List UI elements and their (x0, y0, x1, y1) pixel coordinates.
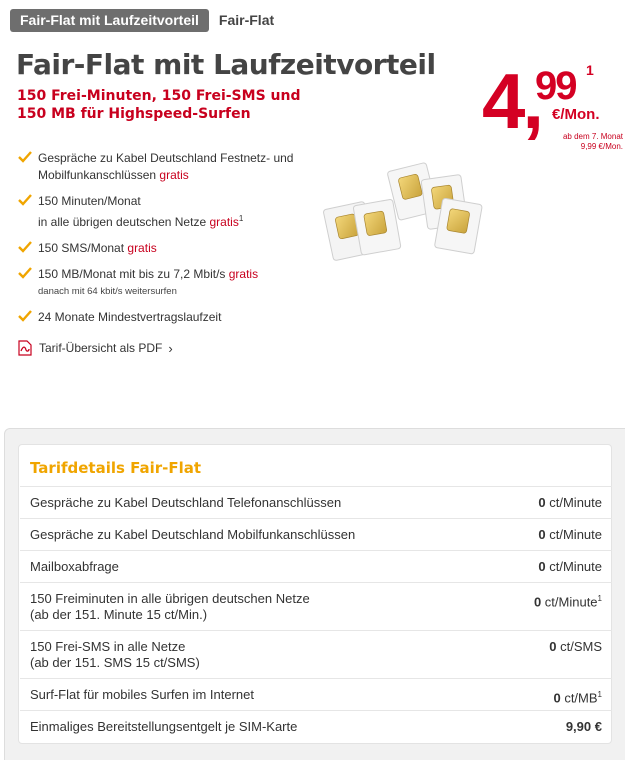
table-row (20, 630, 612, 678)
price-badge (480, 57, 625, 160)
feature-list (18, 150, 318, 335)
table-row (20, 710, 612, 742)
table-row (20, 518, 612, 550)
chevron-right-icon: › (168, 340, 173, 356)
row-value: 0 ct/Minute (538, 527, 602, 542)
pdf-link-label: Tarif-Übersicht als PDF (39, 341, 163, 355)
tab-fair-flat-laufzeitvorteil[interactable]: Fair-Flat mit Laufzeitvorteil (10, 9, 209, 32)
row-label: 150 Frei-SMS in alle Netze (ab der 151. SMS 15 ct/SMS) (30, 639, 200, 670)
tariff-pdf-link[interactable] (17, 340, 173, 356)
gratis-label: gratis (159, 168, 189, 182)
checkmark-icon (18, 240, 38, 254)
checkmark-icon (18, 266, 38, 280)
feature-item (18, 193, 318, 231)
feature-text-line-2: in alle übrigen deutschen Netze (38, 215, 207, 229)
row-value: 0 ct/Minute$^1$ (533, 594, 602, 610)
price-footnote: 1 (586, 62, 594, 78)
row-label: Mailboxabfrage (30, 559, 119, 574)
table-row (20, 550, 612, 582)
row-label: Einmaliges Bereitstellungsentgelt je SIM-Karte (30, 719, 298, 734)
price-note-line-2: 9,99 €/Mon. (580, 142, 623, 151)
price-integer: 4, (482, 57, 542, 145)
checkmark-icon (18, 309, 38, 323)
row-value: 0 $ct/MB^1$ (553, 690, 602, 706)
feature-item (18, 309, 318, 326)
footnote-marker: 1 (238, 214, 244, 223)
table-title: Tarifdetails Fair-Flat (30, 459, 202, 477)
page-subtitle (17, 87, 301, 123)
gratis-label: gratis (127, 241, 157, 255)
feature-subtext: danach mit 64 kbit/s weitersurfen (38, 286, 177, 297)
feature-item (18, 240, 318, 257)
gratis-label: gratis (209, 215, 239, 229)
price-note (553, 132, 623, 152)
table-row (20, 486, 612, 518)
row-label: Gespräche zu Kabel Deutschland Mobilfunkanschlüssen (30, 527, 356, 542)
feature-item (18, 266, 318, 300)
price-unit: €/Mon. (552, 106, 600, 123)
checkmark-icon (18, 193, 38, 207)
gratis-label: gratis (228, 267, 259, 281)
row-value: 0 ct/SMS (549, 639, 602, 654)
page-title: Fair-Flat mit Laufzeitvorteil (16, 48, 436, 81)
row-value: 0 ct/Minute (538, 495, 602, 510)
feature-text: 150 MB/Monat mit bis zu 7,2 Mbit/s (38, 267, 226, 281)
price-note-line-1: ab dem 7. Monat (562, 132, 623, 141)
row-label: Surf-Flat für mobiles Surfen im Internet (30, 687, 254, 702)
feature-text: 150 SMS/Monat (38, 241, 125, 255)
pdf-icon (17, 340, 33, 356)
feature-item (18, 150, 318, 184)
table-rows (20, 486, 612, 742)
sim-cards-image (315, 158, 495, 273)
tariff-details-table (18, 444, 612, 744)
row-label: 150 Freiminuten in alle übrigen deutschen Netze (ab der 151. Minute 15 ct/Min.) (30, 591, 310, 622)
table-row (20, 678, 612, 710)
feature-text-line-1: 150 Minuten/Monat (38, 194, 141, 208)
tab-bar (10, 8, 274, 32)
subtitle-line-1: 150 Frei-Minuten, 150 Frei-SMS und (17, 88, 301, 104)
feature-text: Gespräche zu Kabel Deutschland Festnetz- und Mobilfunkanschlüssen (38, 151, 294, 182)
price-decimal: 99 (535, 64, 576, 108)
subtitle-line-2: 150 MB für Highspeed-Surfen (17, 106, 251, 122)
feature-text: 24 Monate Mindestvertragslaufzeit (38, 310, 222, 324)
row-value: 9,90 € (565, 719, 602, 734)
tab-fair-flat[interactable]: Fair-Flat (218, 11, 275, 28)
row-value: 0 ct/Minute (538, 559, 602, 574)
table-row (20, 582, 612, 630)
checkmark-icon (18, 150, 38, 164)
row-label: Gespräche zu Kabel Deutschland Telefonanschlüssen (30, 495, 342, 510)
